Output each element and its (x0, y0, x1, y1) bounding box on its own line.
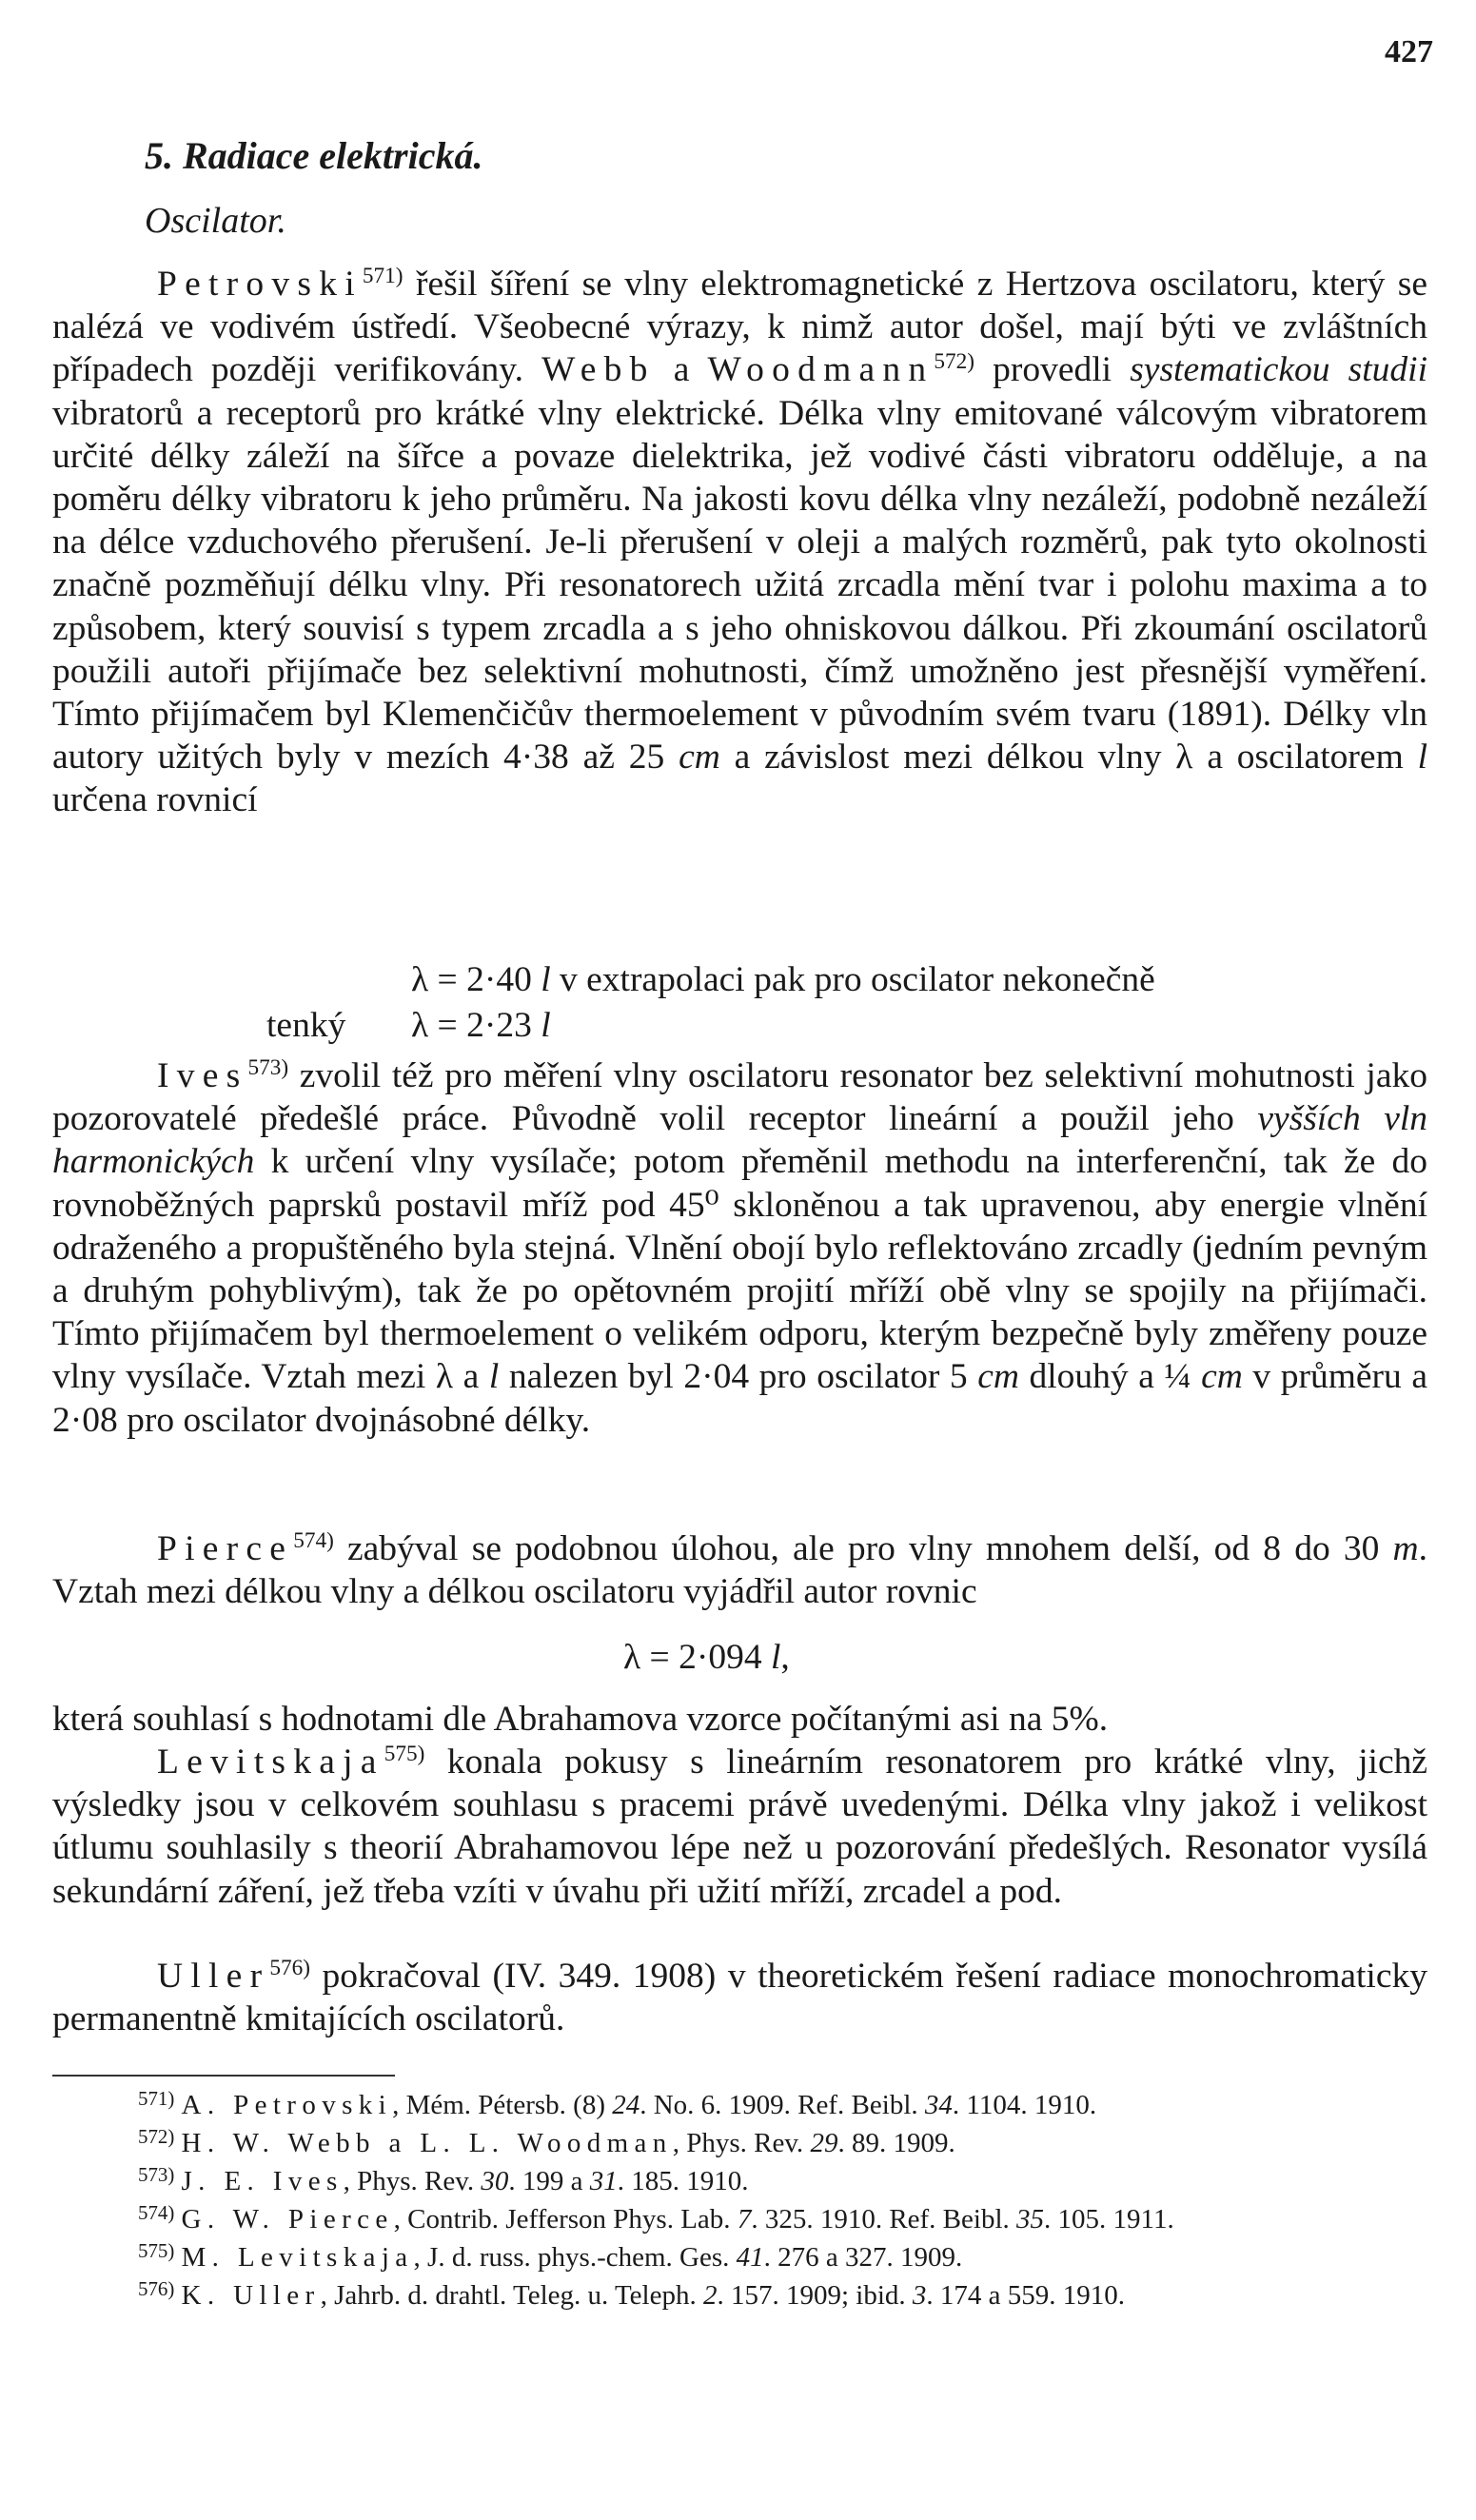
variable: l (541, 960, 551, 999)
paragraph-text: k určení vlny vysílače; potom přeměnil methodu na interferenční, tak že do rovnoběžných paprsků postavil mříž pod 45⁰ skloněnou a tak upravenou, aby energie vlnění odraženého a propuštěného byla stejná. Vlnění obojí bylo reflektováno zrcadly (jedním pevným a druhým pohyblivým), tak že po opětovném projití mříží obě vlny se spojily na přijímači. Tímto přijímačem byl thermoelement o velikém odporu, kterým bezpečně byly změřeny pouze vlny vysílače. Vztah mezi λ a (52, 1142, 1427, 1397)
footnote-volume: 7 (737, 2204, 752, 2235)
equation-lhs: λ = 2·23 (411, 1006, 541, 1045)
emphasis-text: vyšších vln harmonických (52, 1099, 1428, 1182)
footnote-volume: 3 (912, 2280, 927, 2311)
footnote-volume: 31 (589, 2166, 618, 2196)
footnote-author: M. Levitskaja (181, 2242, 414, 2273)
footnote: 573) J. E. Ives, Phys. Rev. 30. 199 a 31. 185. 1910. (138, 2162, 749, 2196)
author-name: Uller (157, 1957, 270, 1996)
footnote-ref: 573) (247, 1055, 289, 1081)
paragraph-text: a závislost mezi délkou vlny λ a oscilatorem (719, 738, 1418, 778)
paragraph-levitskaja (52, 1741, 1427, 1913)
paragraph-text: a (655, 350, 708, 390)
paragraph-text: provedli (974, 350, 1131, 390)
footnote-author: J. E. Ives (181, 2166, 344, 2196)
footnote-ref: 575) (384, 1742, 425, 1767)
paragraph-text: dlouhý a ¼ (1018, 1357, 1202, 1397)
paragraph-text: zabýval se podobnou úlohou, ale pro vlny mnohem delší, od 8 do 30 (333, 1529, 1393, 1568)
author-name: Ives (157, 1056, 248, 1095)
footnote-text: . 325. 1910. Ref. Beibl. (751, 2204, 1017, 2235)
equation-3 (623, 1637, 790, 1678)
footnote-text: . 199 a (508, 2166, 590, 2196)
footnote: 576) K. Uller, Jahrb. d. drahtl. Teleg. u. Teleph. 2. 157. 1909; ibid. 3. 174 a 559. 1910. (138, 2276, 1126, 2311)
footnote: 574) G. W. Pierce, Contrib. Jefferson Phys. Lab. 7. 325. 1910. Ref. Beibl. 35. 105. 1911. (138, 2200, 1174, 2235)
footnote-volume: 41 (736, 2242, 764, 2273)
footnote-text: , J. d. russ. phys.-chem. Ges. (413, 2242, 737, 2273)
footnote-volume: 30 (481, 2166, 509, 2196)
author-name: Pierce (157, 1529, 294, 1568)
unit: cm (679, 738, 720, 778)
footnote-text: . 105. 1911. (1044, 2204, 1174, 2235)
footnote-volume: 34 (924, 2090, 953, 2120)
paragraph-text: určena rovnicí (52, 780, 258, 820)
paragraph-text: v průměru a 2·08 pro oscilator dvojnásobné délky. (52, 1357, 1427, 1440)
equation-1 (411, 959, 1155, 1000)
footnote-text: . 157. 1909; ibid. (717, 2280, 913, 2311)
paragraph-ives (52, 1054, 1427, 1442)
paragraph-text: nalezen byl 2·04 pro oscilator 5 (499, 1357, 978, 1397)
equation-2 (411, 1005, 551, 1046)
footnote-ref: 571) (362, 264, 403, 289)
paragraph-uller (52, 1955, 1427, 2040)
equation-lhs: λ = 2·094 (623, 1638, 771, 1677)
paragraph-text: pokračoval (IV. 349. 1908) v theoretickém řešení radiace monochromaticky permanentně kmitajících oscilatorů. (52, 1957, 1427, 2039)
paragraph-text: vibratorů a receptorů pro krátké vlny elektrické. Délka vlny emitované válcovým vibratorem určité délky záleží na šířce a povaze dielektrika, jež vodivé části vibratoru odděluje, a na poměru délky vibratoru k jeho průměru. Na jakosti kovu délka vlny nezáleží, podobně nezáleží na délce vzduchového přerušení. Je-li přerušení v oleji a malých rozměrů, pak tyto okolnosti značně pozměňují délku vlny. Při resonatorech užitá zrcadla mění tvar i polohu maxima a to způsobem, který souvisí s typem zrcadla a s jeho ohniskovou dálkou. Při zkoumání oscilatorů použili autoři přijímače bez selektivní mohutnosti, čímž umožněno jest přesnější vyměření. Tímto přijímačem byl Klemenčičův thermoelement v původním svém tvaru (1891). Délky vln autory užitých byly v mezích 4·38 až 25 (52, 393, 1427, 778)
paragraph-text: konala pokusy s lineárním resonatorem pro krátké vlny, jichž výsledky jsou v celkovém souhlasu s pracemi právě uvedenými. Délka vlny jakož i velikost útlumu souhlasily s theorií Abrahamovou lépe než u pozorování předešlých. Resonator vysílá sekundární záření, jež třeba vzíti v úvahu při užití mříží, zrcadel a pod. (52, 1742, 1427, 1911)
footnote-text: , Phys. Rev. (343, 2166, 482, 2196)
section-heading: 5. Radiace elektrická. (145, 134, 483, 177)
paragraph-text: řešil šíření se vlny elektromagnetické z Hertzova oscilatoru, který se nalézá ve vodivém ústředí. Všeobecné výrazy, k nimž autor došel, mají býti ve zvláštních případech později verifikovány. (52, 265, 1427, 390)
variable: l (1417, 738, 1427, 778)
paragraph-text: zvolil též pro měření vlny oscilatoru resonator bez selektivní mohutnosti jako pozorovatelé předešlé práce. Původně volil receptor lineární a použil jeho (52, 1056, 1427, 1139)
footnote-volume: 29 (810, 2128, 838, 2158)
footnote-volume: 24 (612, 2090, 640, 2120)
subheading: Oscilator. (145, 201, 286, 241)
equation-text: v extrapolaci pak pro oscilator nekonečně (550, 960, 1155, 999)
footnote-text: , Mém. Pétersb. (8) (392, 2090, 613, 2120)
footnote-text: . No. 6. 1909. Ref. Beibl. (640, 2090, 925, 2120)
variable: l (770, 1638, 781, 1677)
footnote-author: K. Uller (181, 2280, 321, 2311)
author-name: Petrovski (157, 265, 363, 304)
footnote-ref: 572) (934, 349, 975, 375)
footnote-text: , Contrib. Jefferson Phys. Lab. (393, 2204, 738, 2235)
footnote-divider (52, 2075, 395, 2077)
author-name: Webb (541, 350, 656, 390)
footnote-ref: 574) (293, 1528, 334, 1554)
footnote-volume: 35 (1016, 2204, 1045, 2235)
variable: l (488, 1357, 500, 1397)
equation-label: tenký (266, 1006, 346, 1045)
paragraph-pierce (52, 1527, 1427, 1613)
paragraph-petrovski (52, 263, 1427, 822)
footnote-text: . 174 a 559. 1910. (926, 2280, 1126, 2311)
footnote-text: , Jahrb. d. drahtl. Teleg. u. Teleph. (320, 2280, 703, 2311)
author-name: Levitskaja (157, 1742, 384, 1782)
footnote: 571) A. Petrovski, Mém. Pétersb. (8) 24. No. 6. 1909. Ref. Beibl. 34. 1104. 1910. (138, 2086, 1097, 2120)
footnote: 575) M. Levitskaja, J. d. russ. phys.-chem. Ges. 41. 276 a 327. 1909. (138, 2238, 963, 2273)
footnote-volume: 2 (702, 2280, 718, 2311)
author-name: Woodmann (707, 350, 935, 390)
footnote-author: H. W. Webb a L. L. Woodman (181, 2128, 673, 2158)
variable: l (541, 1006, 551, 1045)
paragraph-continuation: která souhlasí s hodnotami dle Abrahamova vzorce počítanými asi na 5%. (52, 1700, 1109, 1739)
footnote-text: . 1104. 1910. (952, 2090, 1097, 2120)
unit: m (1392, 1529, 1419, 1568)
equation-text: , (780, 1638, 790, 1677)
paragraph-text: . Vztah mezi délkou vlny a délkou oscilatoru vyjádřil autor rovnic (52, 1529, 1427, 1612)
footnote-ref: 576) (269, 1956, 310, 1981)
footnote-text: . 89. 1909. (837, 2128, 955, 2158)
footnote-text: . 276 a 327. 1909. (763, 2242, 963, 2273)
emphasis-text: systematickou studii (1130, 350, 1427, 390)
footnote-author: A. Petrovski (181, 2090, 393, 2120)
footnotes (52, 2086, 1427, 2317)
footnote: 572) H. W. Webb a L. L. Woodman, Phys. Rev. 29. 89. 1909. (138, 2124, 955, 2158)
page-number: 427 (1385, 34, 1433, 69)
footnote-text: . 185. 1910. (617, 2166, 749, 2196)
footnote-text: , Phys. Rev. (672, 2128, 811, 2158)
unit: cm (977, 1357, 1019, 1397)
unit: cm (1201, 1357, 1243, 1397)
equation-lhs: λ = 2·40 (411, 960, 541, 999)
footnote-author: G. W. Pierce (181, 2204, 394, 2235)
